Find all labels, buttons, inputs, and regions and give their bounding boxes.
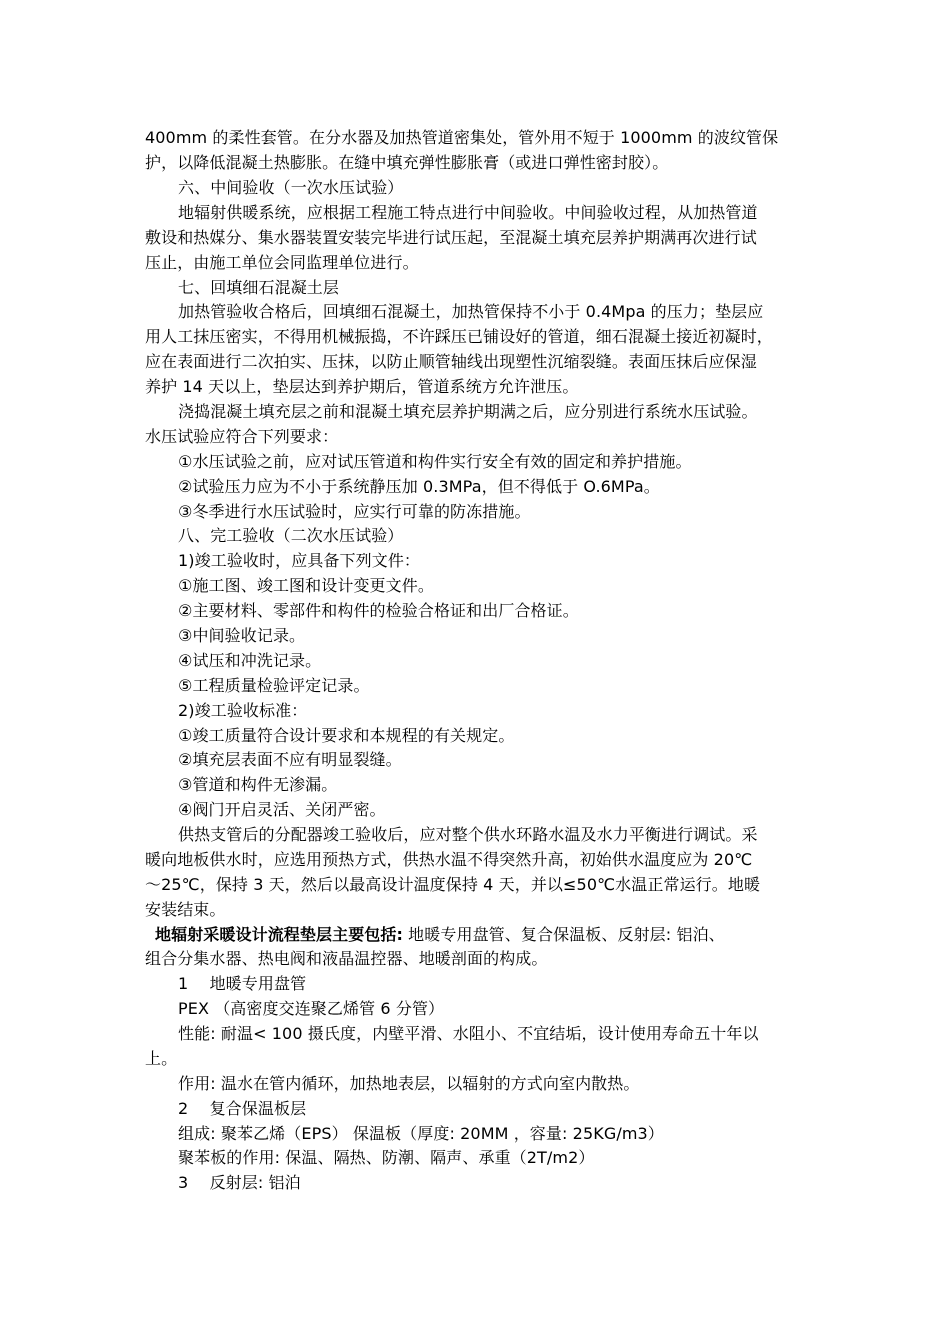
list-item: ④阀门开启灵活、关闭严密。 (178, 800, 386, 819)
bold-intro-line (155, 925, 725, 945)
list-item: ②主要材料、零部件和构件的检验合格证和出厂合格证。 (178, 601, 579, 620)
paragraph-line: 水压试验应符合下列要求： (145, 427, 339, 446)
paragraph-line: 安装结束。 (145, 900, 226, 919)
paragraph-line: 压止，由施工单位会同监理单位进行。 (145, 253, 419, 272)
paragraph-line: 组合分集水器、热电阀和液晶温控器、地暖剖面的构成。 (145, 949, 548, 968)
subsection-heading: 2)竣工验收标准： (178, 701, 308, 720)
intro-text: 地暖专用盘管、复合保温板、反射层: 铝泊、 (403, 925, 725, 944)
paragraph-line: 暖向地板供水时，应选用预热方式，供热水温不得突然升高，初始供水温度应为 20℃ (145, 850, 753, 869)
list-item: ⑤工程质量检验评定记录。 (178, 676, 370, 695)
paragraph-line: 400mm 的柔性套管。在分水器及加热管道密集处，管外用不短于 1000mm 的波纹管保 (145, 128, 779, 147)
paragraph-line: 护，以降低混凝土热膨胀。在缝中填充弹性膨胀膏（或进口弹性密封胶）。 (145, 153, 669, 172)
paragraph-line: 加热管验收合格后，回填细石混凝土，加热管保持不小于 0.4Mpa 的压力；垫层应 (178, 302, 764, 321)
paragraph-line: ～25℃，保持 3 天，然后以最高设计温度保持 4 天，并以≤50℃水温正常运行。地暖 (145, 875, 761, 894)
subsection-heading: 2 复合保温板层 (178, 1099, 307, 1118)
paragraph-line: 组成: 聚苯乙烯（EPS） 保温板（厚度: 20MM ，容量: 25KG/m3） (178, 1124, 664, 1143)
paragraph-line: 作用: 温水在管内循环，加热地表层，以辐射的方式向室内散热。 (178, 1074, 640, 1093)
list-item: ③中间验收记录。 (178, 626, 306, 645)
paragraph-line: PEX （高密度交连聚乙烯管 6 分管） (178, 999, 445, 1018)
list-item: ①施工图、竣工图和设计变更文件。 (178, 576, 434, 595)
list-item: ④试压和冲洗记录。 (178, 651, 322, 670)
list-item: ②试验压力应为不小于系统静压加 0.3MPa，但不得低于 O.6MPa。 (178, 477, 660, 496)
section-heading: 八、完工验收（二次水压试验） (178, 526, 404, 545)
list-item: ③管道和构件无渗漏。 (178, 775, 338, 794)
paragraph-line: 敷设和热媒分、集水器装置安装完毕进行试压起，至混凝土填充层养护期满再次进行试 (145, 228, 757, 247)
subsection-heading: 1)竣工验收时，应具备下列文件： (178, 551, 421, 570)
list-item: ①竣工质量符合设计要求和本规程的有关规定。 (178, 726, 515, 745)
paragraph-line: 聚苯板的作用: 保温、隔热、防潮、隔声、承重（2T/m2） (178, 1148, 595, 1167)
paragraph-line: 地辐射供暖系统，应根据工程施工特点进行中间验收。中间验收过程，从加热管道 (178, 203, 758, 222)
list-item: ③冬季进行水压试验时，应实行可靠的防冻措施。 (178, 502, 531, 521)
paragraph-line: 养护 14 天以上，垫层达到养护期后，管道系统方允许泄压。 (145, 377, 579, 396)
paragraph-line: 供热支管后的分配器竣工验收后，应对整个供水环路水温及水力平衡进行调试。采 (178, 825, 758, 844)
list-item: ①水压试验之前，应对试压管道和构件实行安全有效的固定和养护措施。 (178, 452, 692, 471)
paragraph-line: 应在表面进行二次拍实、压抹，以防止顺管轴线出现塑性沉缩裂缝。表面压抹后应保湿 (145, 352, 757, 371)
paragraph-line: 性能: 耐温< 100 摄氏度，内壁平滑、水阻小、不宜结垢，设计使用寿命五十年以 (178, 1024, 759, 1043)
paragraph-line: 上。 (145, 1049, 178, 1068)
section-heading: 六、中间验收（一次水压试验） (178, 178, 404, 197)
subsection-heading: 3 反射层: 铝泊 (178, 1173, 301, 1192)
list-item: ②填充层表面不应有明显裂缝。 (178, 750, 402, 769)
bold-heading: 地辐射采暖设计流程垫层主要包括: (155, 925, 403, 944)
subsection-heading: 1 地暖专用盘管 (178, 974, 307, 993)
section-heading: 七、回填细石混凝土层 (178, 278, 340, 297)
paragraph-line: 浇捣混凝土填充层之前和混凝土填充层养护期满之后，应分别进行系统水压试验。 (178, 402, 758, 421)
paragraph-line: 用人工抹压密实，不得用机械振捣，不许踩压已铺设好的管道，细石混凝土接近初凝时， (145, 327, 773, 346)
